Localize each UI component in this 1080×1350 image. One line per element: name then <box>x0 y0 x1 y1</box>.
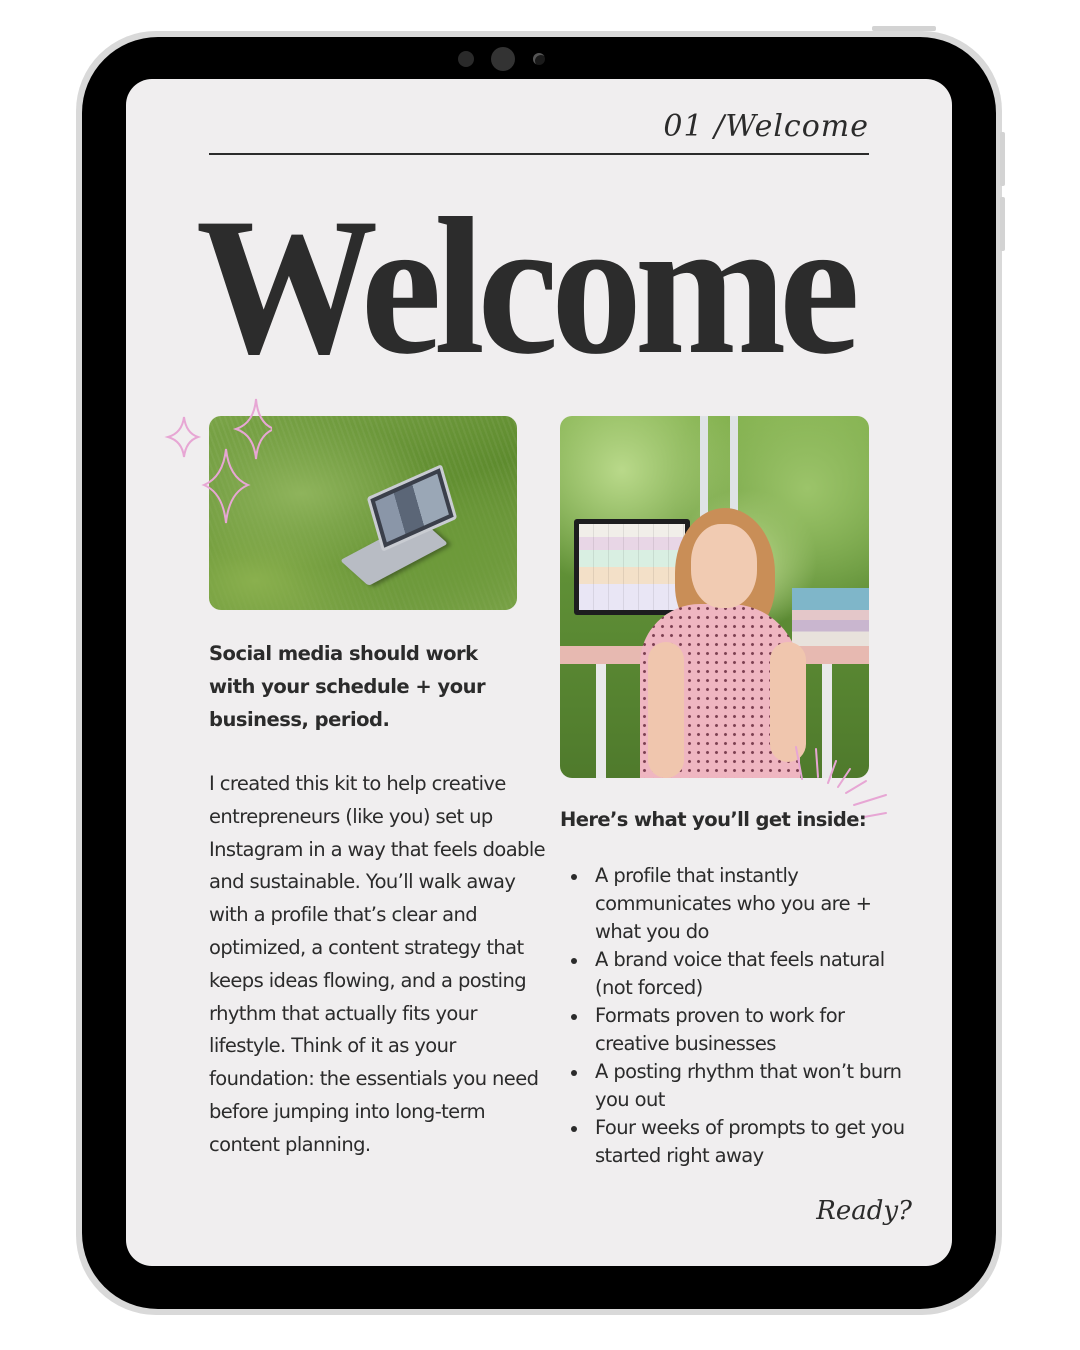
creator-portrait-photo <box>560 416 869 778</box>
sparkle-icon <box>162 397 272 527</box>
header-divider <box>209 153 869 155</box>
tablet-screen <box>126 79 952 1266</box>
book-stack <box>792 588 869 646</box>
desk-monitor <box>574 519 690 615</box>
volume-down-button <box>1000 197 1005 251</box>
inside-list <box>560 862 905 1170</box>
lead-statement: Social media should work with your schedule + your business, period. <box>209 642 486 731</box>
desk-leg <box>596 664 606 778</box>
list-item: Four weeks of prompts to get you started right away <box>560 1114 905 1170</box>
section-label: 01 /Welcome <box>663 109 869 144</box>
list-item: Formats proven to work for creative businesses <box>560 1002 905 1058</box>
power-button <box>872 26 936 31</box>
page-title: Welcome <box>196 178 853 395</box>
list-item: A profile that instantly communicates who you are + what you do <box>560 862 905 946</box>
list-item: A brand voice that feels natural (not forced) <box>560 946 905 1002</box>
sensor-icon <box>458 51 474 67</box>
camera-icon <box>491 47 515 71</box>
volume-up-button <box>1000 132 1005 186</box>
person-face <box>691 524 757 608</box>
intro-paragraph: I created this kit to help creative entrepreneurs (like you) set up Instagram in a way that feels doable and sustainable. You’ll walk away with a profile that’s clear and optimized, a content strategy that keeps ideas flowing, and a posting rhythm that actually fits your lifestyle. Think of it as your foundation: the essentials you need before jumping into long-term content planning. <box>209 772 546 1156</box>
inside-heading: Here’s what you’ll get inside: <box>560 808 867 831</box>
ready-prompt: Ready? <box>816 1196 912 1226</box>
list-item: A posting rhythm that won’t burn you out <box>560 1058 905 1114</box>
person-arm <box>648 642 684 778</box>
camera-lens-icon <box>533 53 545 65</box>
